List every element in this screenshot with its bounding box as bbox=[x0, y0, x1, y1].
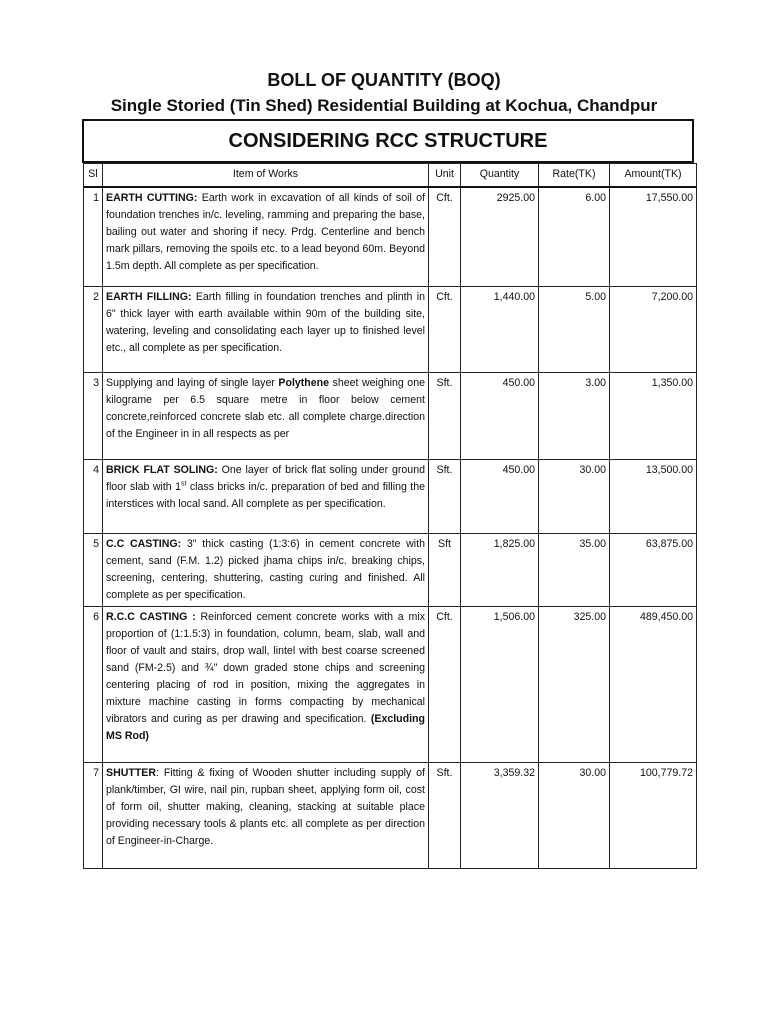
item-note: (Excluding MS Rod) bbox=[106, 712, 425, 742]
item-keyword: SHUTTER bbox=[106, 766, 157, 779]
row-description bbox=[103, 372, 429, 459]
row-unit: Cft. bbox=[429, 187, 461, 286]
row-description bbox=[103, 606, 429, 762]
row-rate: 30.00 bbox=[539, 459, 610, 533]
header-amount: Amount(TK) bbox=[610, 164, 697, 188]
item-keyword: C.C CASTING: bbox=[106, 537, 182, 550]
header-sl: Sl bbox=[84, 164, 103, 188]
row-sl: 6 bbox=[84, 606, 103, 762]
table-row bbox=[84, 606, 697, 762]
row-sl: 5 bbox=[84, 533, 103, 606]
row-unit: Cft. bbox=[429, 606, 461, 762]
table-header-row bbox=[84, 164, 697, 188]
row-sl: 4 bbox=[84, 459, 103, 533]
row-description bbox=[103, 762, 429, 868]
row-quantity: 1,825.00 bbox=[461, 533, 539, 606]
row-amount: 489,450.00 bbox=[610, 606, 697, 762]
header-item-of-works: Item of Works bbox=[103, 164, 429, 188]
row-rate: 6.00 bbox=[539, 187, 610, 286]
table-row bbox=[84, 286, 697, 372]
row-sl: 1 bbox=[84, 187, 103, 286]
item-text: Earth filling in foundation trenches and plinth in 6" thick layer with earth available within 90m of the building site, watering, leveling and consolidating each layer up to finished level etc., all complete as per specification. bbox=[106, 290, 425, 354]
table-row bbox=[84, 533, 697, 606]
item-text: Reinforced cement concrete works with a mix proportion of (1:1.5:3) in foundation, column, beam, slab, wall and floor of vault and stairs, drop wall, lintel with best coarse screened sand (FM-2.5) and ¾" down graded stone chips and screening centering placing of rod in position, mixing the aggregates in mixture machine casting in forms compacting by mechanical vibrators and curing as per drawing and specification. bbox=[106, 610, 425, 725]
row-description bbox=[103, 533, 429, 606]
row-rate: 3.00 bbox=[539, 372, 610, 459]
item-text-continued: class bricks in/c. preparation of bed and filling the interstices with local sand. All complete as per specification. bbox=[106, 480, 425, 510]
row-rate: 30.00 bbox=[539, 762, 610, 868]
item-keyword: BRICK FLAT SOLING: bbox=[106, 463, 218, 476]
table-row bbox=[84, 372, 697, 459]
item-keyword: R.C.C CASTING : bbox=[106, 610, 196, 623]
row-amount: 13,500.00 bbox=[610, 459, 697, 533]
row-unit: Sft bbox=[429, 533, 461, 606]
header-unit: Unit bbox=[429, 164, 461, 188]
row-amount: 63,875.00 bbox=[610, 533, 697, 606]
row-description bbox=[103, 459, 429, 533]
item-text: One layer of brick flat soling under ground floor slab with 1 bbox=[106, 463, 425, 493]
document-subtitle: Single Storied (Tin Shed) Residential Building at Kochua, Chandpur bbox=[110, 96, 658, 115]
row-amount: 7,200.00 bbox=[610, 286, 697, 372]
row-amount: 1,350.00 bbox=[610, 372, 697, 459]
section-banner: CONSIDERING RCC STRUCTURE bbox=[82, 119, 694, 163]
row-quantity: 450.00 bbox=[461, 372, 539, 459]
row-unit: Sft. bbox=[429, 459, 461, 533]
table-row bbox=[84, 187, 697, 286]
item-text-prefix: Supplying and laying of single layer bbox=[106, 376, 279, 389]
row-description bbox=[103, 187, 429, 286]
table-row bbox=[84, 762, 697, 868]
item-text: Earth work in excavation of all kinds of soil of foundation trenches in/c. leveling, ramming and preparing the base, bailing out water and shoring if necy. Prdg. Centerline and bench mark pillars, removing the spoils etc. to a lead beyond 60m. Beyond 1.5m depth. All complete as per specification. bbox=[106, 192, 425, 272]
row-quantity: 2925.00 bbox=[461, 187, 539, 286]
row-rate: 35.00 bbox=[539, 533, 610, 606]
row-quantity: 450.00 bbox=[461, 459, 539, 533]
item-text: sheet weighing one kilograme per 6.5 square metre in floor below cement concrete,reinforced concrete slab etc. all complete charge.direction of the Engineer in in all respects as per bbox=[106, 376, 425, 440]
row-unit: Sft. bbox=[429, 372, 461, 459]
item-keyword: EARTH CUTTING: bbox=[106, 192, 198, 204]
row-sl: 2 bbox=[84, 286, 103, 372]
superscript: st bbox=[181, 479, 187, 487]
row-unit: Cft. bbox=[429, 286, 461, 372]
header-quantity: Quantity bbox=[461, 164, 539, 188]
row-sl: 3 bbox=[84, 372, 103, 459]
row-quantity: 1,440.00 bbox=[461, 286, 539, 372]
header-rate: Rate(TK) bbox=[539, 164, 610, 188]
row-quantity: 1,506.00 bbox=[461, 606, 539, 762]
row-sl: 7 bbox=[84, 762, 103, 868]
row-description bbox=[103, 286, 429, 372]
row-amount: 17,550.00 bbox=[610, 187, 697, 286]
row-rate: 325.00 bbox=[539, 606, 610, 762]
row-quantity: 3,359.32 bbox=[461, 762, 539, 868]
row-rate: 5.00 bbox=[539, 286, 610, 372]
boq-table bbox=[83, 163, 697, 869]
row-unit: Sft. bbox=[429, 762, 461, 868]
table-row bbox=[84, 459, 697, 533]
item-text: 3" thick casting (1:3:6) in cement concrete with cement, sand (F.M. 1.2) picked jhama chips in/c. breaking chips, screening, centering, shuttering, casting curing and finished. All complete as per specification. bbox=[106, 537, 426, 601]
document-title: BOLL OF QUANTITY (BOQ) bbox=[267, 70, 501, 90]
item-text: : Fitting & fixing of Wooden shutter including supply of plank/timber, GI wire, nail pin, rupban sheet, applying form oil, cost of form oil, shutter making, cleaning, stacking at suitable place providing necessary tools & plants etc. all complete as per direction of Engineer-in-Charge. bbox=[106, 766, 425, 847]
item-keyword: EARTH FILLING: bbox=[106, 290, 192, 303]
item-keyword: Polythene bbox=[278, 376, 330, 389]
row-amount: 100,779.72 bbox=[610, 762, 697, 868]
